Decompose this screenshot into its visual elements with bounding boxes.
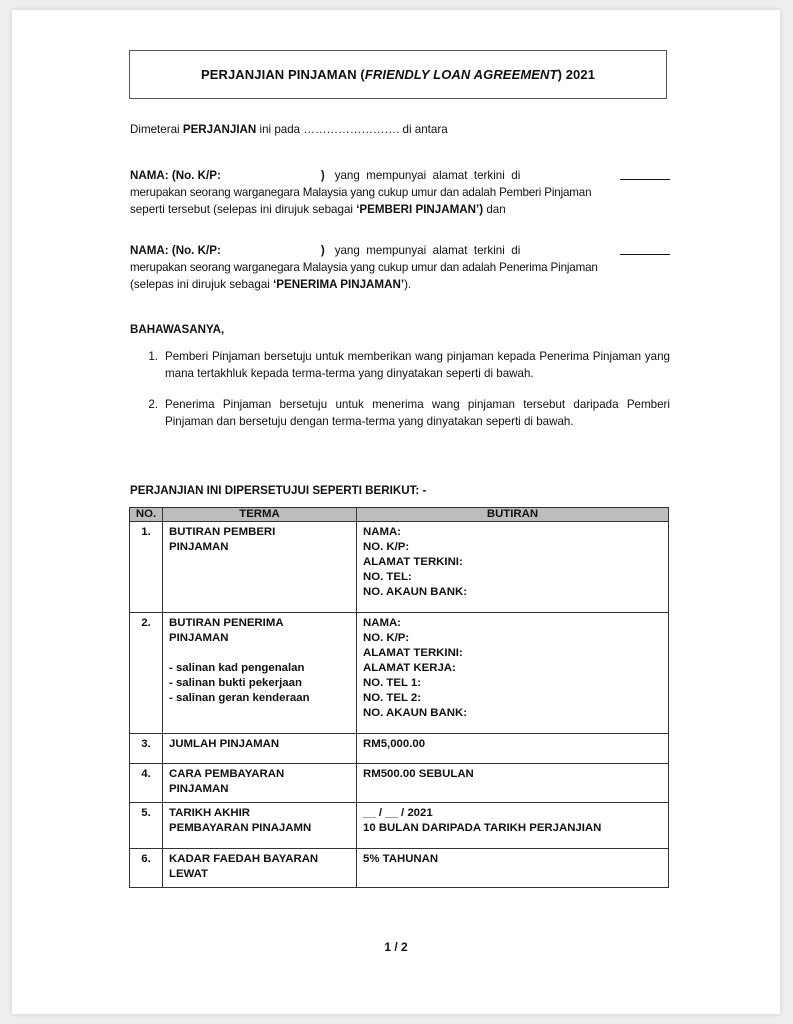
title-italic: FRIENDLY LOAN AGREEMENT — [364, 67, 558, 82]
table-row — [130, 613, 669, 734]
page-number: 1 / 2 — [384, 940, 408, 954]
header-terma: TERMA — [163, 508, 357, 522]
party-1-line-3-post: dan — [483, 203, 506, 216]
terma-line: TARIKH AKHIR — [169, 807, 250, 819]
row-number: 2. — [130, 613, 163, 734]
party-2-close: ) — [320, 244, 325, 257]
terma-line: PINJAMAN — [169, 632, 229, 644]
row-terma — [163, 849, 357, 888]
terma-line: JUMLAH PINJAMAN — [169, 738, 280, 750]
row-number: 5. — [130, 803, 163, 849]
party-2-address-blank — [620, 244, 670, 255]
terma-line: PEMBAYARAN PINAJAMN — [169, 822, 312, 834]
party-1-address-blank — [620, 169, 670, 180]
butiran-line: 5% TAHUNAN — [363, 853, 439, 865]
table-row — [130, 522, 669, 613]
whereas-heading: BAHAWASANYA, — [130, 323, 225, 336]
party-2-line-3 — [130, 276, 670, 293]
header-no: NO. — [130, 508, 163, 522]
butiran-line: NO. TEL 2: — [363, 692, 422, 704]
whereas-item-text: Penerima Pinjaman bersetuju untuk menerima wang pinjaman tersebut daripada Pemberi Pinjaman dan bersetuju dengan terma-terma yang dinyatakan seperti di bawah. — [165, 398, 670, 428]
row-butiran — [357, 734, 669, 764]
table-row — [130, 849, 669, 888]
party-1-label: NAMA: (No. K/P: — [130, 169, 221, 182]
terma-note: - salinan bukti pekerjaan — [169, 677, 302, 689]
party-2-line-2: merupakan seorang warganegara Malaysia yang cukup umur dan adalah Penerima Pinjaman — [130, 261, 598, 274]
party-1-address-text: yang mempunyai alamat terkini di — [334, 169, 521, 182]
terma-line: CARA PEMBAYARAN — [169, 768, 285, 780]
header-butiran: BUTIRAN — [357, 508, 669, 522]
butiran-line: NO. TEL 1: — [363, 677, 422, 689]
row-number: 1. — [130, 522, 163, 613]
whereas-item-1 — [130, 348, 670, 382]
whereas-list — [130, 348, 670, 444]
butiran-line: RM5,000.00 — [363, 738, 426, 750]
row-butiran — [357, 522, 669, 613]
terma-line: BUTIRAN PEMBERI — [169, 526, 276, 538]
row-terma — [163, 803, 357, 849]
row-terma — [163, 613, 357, 734]
butiran-line: NO. TEL: — [363, 571, 412, 583]
document-title — [129, 50, 667, 99]
row-number: 4. — [130, 764, 163, 803]
document-page — [12, 10, 780, 1014]
butiran-line: NAMA: — [363, 526, 401, 538]
butiran-line: ALAMAT KERJA: — [363, 662, 456, 674]
intro-text-2: ini pada ……………………. di antara — [256, 123, 448, 136]
butiran-line: RM500.00 SEBULAN — [363, 768, 474, 780]
butiran-line: __ / __ / 2021 — [363, 807, 433, 819]
whereas-item-2 — [130, 396, 670, 430]
party-1-line-2: merupakan seorang warganegara Malaysia yang cukup umur dan adalah Pemberi Pinjaman — [130, 186, 592, 199]
terma-line: BUTIRAN PENERIMA — [169, 617, 284, 629]
butiran-line: NO. K/P: — [363, 541, 410, 553]
butiran-line: 10 BULAN DARIPADA TARIKH PERJANJIAN — [363, 822, 602, 834]
party-1-line-1 — [130, 167, 670, 184]
intro-bold: PERJANJIAN — [182, 123, 257, 136]
whereas-item-number: 2. — [148, 398, 158, 411]
party-1-close: ) — [320, 169, 325, 182]
terma-line: LEWAT — [169, 868, 209, 880]
party-2-label: NAMA: (No. K/P: — [130, 244, 221, 257]
title-suffix: ) 2021 — [557, 67, 596, 82]
whereas-item-text: Pemberi Pinjaman bersetuju untuk memberikan wang pinjaman kepada Penerima Pinjaman yang mana tertakhluk kepada terma-terma yang dinyatakan seperti di bawah. — [165, 350, 670, 380]
row-butiran — [357, 764, 669, 803]
party-2-line-3-post: ). — [404, 278, 412, 291]
table-header-row — [130, 508, 669, 522]
butiran-line: NO. AKAUN BANK: — [363, 586, 467, 598]
whereas-item-number: 1. — [148, 350, 158, 363]
terma-line: PINJAMAN — [169, 541, 229, 553]
party-1-line-3-pre: seperti tersebut (selepas ini dirujuk sebagai — [130, 203, 357, 216]
terma-line: PINJAMAN — [169, 783, 229, 795]
row-butiran — [357, 613, 669, 734]
intro-text-1: Dimeterai — [130, 123, 183, 136]
agreement-heading: PERJANJIAN INI DIPERSETUJUI SEPERTI BERIKUT: - — [130, 484, 427, 497]
party-2-line-3-pre: (selepas ini dirujuk sebagai — [130, 278, 274, 291]
party-2-role: ‘PENERIMA PINJAMAN’ — [273, 278, 405, 291]
terma-note: - salinan kad pengenalan — [169, 662, 305, 674]
party-1-line-3 — [130, 201, 670, 218]
row-terma — [163, 734, 357, 764]
title-prefix: PERJANJIAN PINJAMAN ( — [200, 67, 365, 82]
butiran-line: NO. K/P: — [363, 632, 410, 644]
row-butiran — [357, 803, 669, 849]
table-row — [130, 734, 669, 764]
party-1-paragraph — [130, 167, 670, 218]
party-2-line-1 — [130, 242, 670, 259]
party-1-role: ‘PEMBERI PINJAMAN’) — [356, 203, 484, 216]
table-row — [130, 803, 669, 849]
party-2-paragraph — [130, 242, 670, 293]
row-butiran — [357, 849, 669, 888]
row-terma — [163, 522, 357, 613]
terma-line: KADAR FAEDAH BAYARAN — [169, 853, 319, 865]
row-terma — [163, 764, 357, 803]
terma-note: - salinan geran kenderaan — [169, 692, 310, 704]
table-row — [130, 764, 669, 803]
row-number: 6. — [130, 849, 163, 888]
butiran-line: NO. AKAUN BANK: — [363, 707, 467, 719]
butiran-line: NAMA: — [363, 617, 401, 629]
party-2-address-text: yang mempunyai alamat terkini di — [334, 244, 521, 257]
butiran-line: ALAMAT TERKINI: — [363, 647, 463, 659]
intro-paragraph — [130, 121, 670, 138]
butiran-line: ALAMAT TERKINI: — [363, 556, 463, 568]
terms-table — [129, 507, 669, 888]
row-number: 3. — [130, 734, 163, 764]
